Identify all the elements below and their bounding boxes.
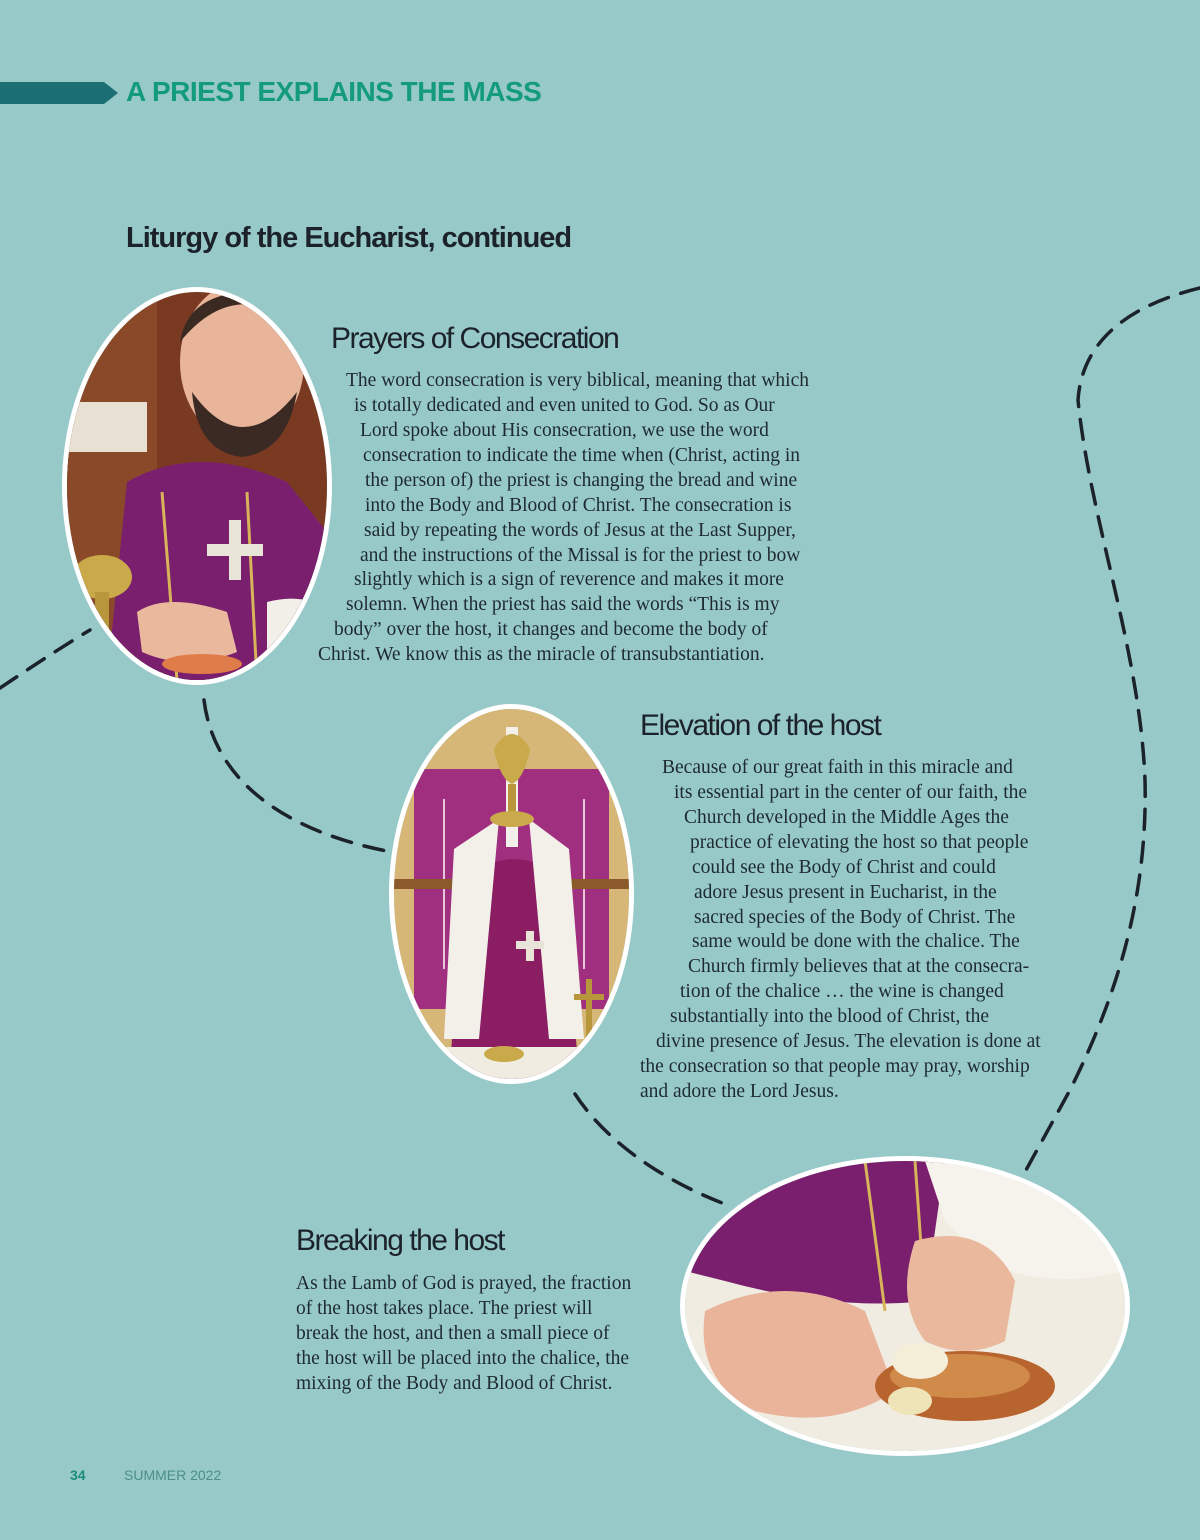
breaking-text-line: mixing of the Body and Blood of Christ. — [296, 1373, 613, 1394]
elevation-text-line: sacred species of the Body of Christ. The — [694, 907, 1016, 928]
breaking-text-line: As the Lamb of God is prayed, the fraction — [296, 1273, 632, 1294]
photo-elevation — [389, 704, 634, 1084]
elevation-text-line: and adore the Lord Jesus. — [640, 1081, 839, 1102]
consecration-text-line: consecration to indicate the time when (Christ, acting in — [363, 445, 800, 466]
elevation-text-line: its essential part in the center of our faith, the — [674, 782, 1028, 803]
subhead-elevation: Elevation of the host — [640, 709, 881, 742]
subhead-consecration: Prayers of Consecration — [331, 322, 619, 355]
consecration-text-line: Lord spoke about His consecration, we use the word — [360, 420, 769, 441]
issue-label: SUMMER 2022 — [124, 1467, 222, 1483]
elevation-text-line: same would be done with the chalice. The — [692, 931, 1020, 952]
page-title: Liturgy of the Eucharist, continued — [126, 222, 572, 254]
elevation-text-line: could see the Body of Christ and could — [692, 857, 996, 878]
consecration-text-line: into the Body and Blood of Christ. The consecration is — [365, 495, 792, 516]
elevation-text-line: Church developed in the Middle Ages the — [684, 807, 1009, 828]
consecration-text-line: is totally dedicated and even united to God. So as Our — [354, 395, 775, 416]
elevation-text-line: practice of elevating the host so that people — [690, 832, 1029, 853]
breaking-text-line: the host will be placed into the chalice, the — [296, 1348, 630, 1369]
consecration-text-line: The word consecration is very biblical, meaning that which — [346, 370, 809, 391]
elevation-text-line: the consecration so that people may pray, worship — [640, 1056, 1030, 1077]
consecration-text-line: and the instructions of the Missal is for the priest to bow — [360, 545, 801, 566]
subhead-breaking: Breaking the host — [296, 1224, 504, 1257]
consecration-text-line: solemn. When the priest has said the words “This is my — [346, 594, 780, 615]
elevation-text-line: Church firmly believes that at the consecra- — [688, 956, 1030, 977]
elevation-text-line: Because of our great faith in this miracle and — [662, 757, 1013, 778]
photo-consecration — [62, 287, 332, 685]
header-arrow-bar — [0, 82, 118, 104]
consecration-text-line: body” over the host, it changes and become the body of — [334, 619, 768, 640]
photo-breaking-host — [680, 1156, 1130, 1456]
elevation-text-line: adore Jesus present in Eucharist, in the — [694, 882, 997, 903]
section-kicker: A PRIEST EXPLAINS THE MASS — [126, 76, 542, 107]
page-number: 34 — [70, 1467, 86, 1483]
consecration-text-line: slightly which is a sign of reverence and makes it more — [354, 569, 784, 590]
breaking-text-line: break the host, and then a small piece of — [296, 1323, 610, 1344]
breaking-text-line: of the host takes place. The priest will — [296, 1298, 593, 1319]
elevation-text-line: substantially into the blood of Christ, the — [670, 1006, 990, 1027]
consecration-text-line: Christ. We know this as the miracle of transubstantiation. — [318, 644, 765, 665]
elevation-text-line: tion of the chalice … the wine is changed — [680, 981, 1004, 1002]
consecration-text-line: the person of) the priest is changing the bread and wine — [365, 470, 798, 491]
elevation-text-line: divine presence of Jesus. The elevation is done at — [656, 1031, 1041, 1052]
consecration-text-line: said by repeating the words of Jesus at the Last Supper, — [364, 520, 796, 541]
